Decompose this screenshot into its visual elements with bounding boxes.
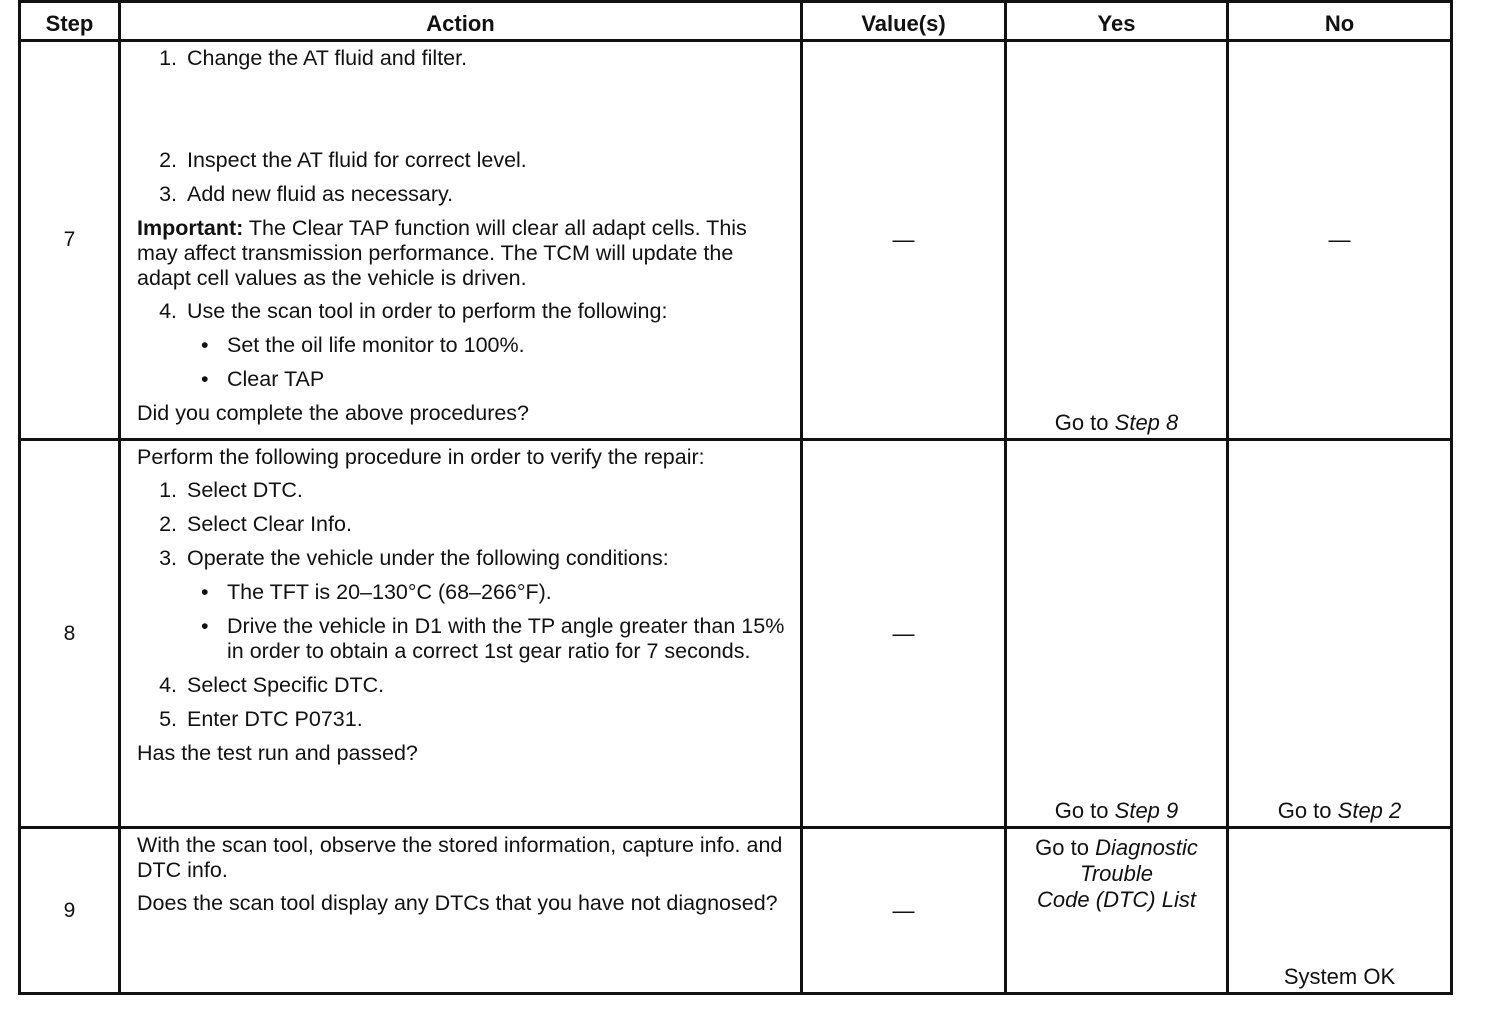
header-no: No (1228, 2, 1452, 41)
list-item: 4. Select Specific DTC. (159, 673, 385, 697)
no-cell: — (1228, 41, 1452, 440)
table-row-step-8 (20, 440, 1452, 828)
list-item: 5. Enter DTC P0731. (159, 707, 363, 731)
question: Does the scan tool display any DTCs that you have not diagnosed? (137, 891, 778, 915)
yes-cell: Go to Diagnostic Trouble Code (DTC) List (1006, 828, 1228, 994)
header-values: Value(s) (802, 2, 1006, 41)
list-item: 1. Change the AT fluid and filter. (159, 46, 468, 70)
yes-cell: Go to Step 9 (1006, 440, 1228, 828)
important-note: Important: The Clear TAP function will clear all adapt cells. This may affect transmission performance. The TCM will update the adapt cell values as the vehicle is driven. (137, 216, 747, 290)
bullet-item: • Set the oil life monitor to 100%. (201, 333, 525, 357)
header-action: Action (120, 2, 802, 41)
step-link[interactable]: Step 8 (1114, 410, 1179, 435)
step-link[interactable]: Step 2 (1337, 798, 1402, 823)
step-number: 8 (20, 440, 120, 828)
header-row (20, 2, 1452, 41)
instruction-text: With the scan tool, observe the stored information, capture info. and DTC info. (137, 833, 783, 882)
dtc-list-link[interactable]: Diagnostic (1095, 835, 1198, 860)
value-cell: — (802, 41, 1006, 440)
no-cell (1228, 828, 1452, 994)
value-cell: — (802, 828, 1006, 994)
list-item: 3. Add new fluid as necessary. (159, 182, 454, 206)
question: Did you complete the above procedures? (137, 401, 530, 425)
action-cell (120, 41, 802, 440)
header-yes: Yes (1006, 2, 1228, 41)
intro-text: Perform the following procedure in order to verify the repair: (137, 445, 705, 469)
step-number: 9 (20, 828, 120, 994)
list-item: 3. Operate the vehicle under the following conditions: (159, 546, 669, 570)
table-row-step-9 (20, 828, 1452, 994)
diagnostic-table-page (18, 0, 1450, 989)
list-item: 1. Select DTC. (159, 478, 303, 502)
action-cell (120, 440, 802, 828)
list-item: 2. Select Clear Info. (159, 512, 352, 536)
bullet-item: • The TFT is 20–130°C (68–266°F). (201, 580, 552, 604)
value-cell: — (802, 440, 1006, 828)
header-step: Step (20, 2, 120, 41)
list-item: 2. Inspect the AT fluid for correct level. (159, 148, 527, 172)
step-number: 7 (20, 41, 120, 440)
bullet-item: • Drive the vehicle in D1 with the TP angle greater than 15% in order to obtain a correct 1st gear ratio for 7 seconds. (201, 614, 785, 663)
no-cell: Go to Step 2 (1228, 440, 1452, 828)
bullet-item: • Clear TAP (201, 367, 325, 391)
table-row-step-7 (20, 41, 1452, 440)
action-cell (120, 828, 802, 994)
diagnostic-table (18, 0, 1453, 995)
step-link[interactable]: Step 9 (1114, 798, 1179, 823)
system-ok-text: System OK (1283, 964, 1396, 989)
list-item: 4. Use the scan tool in order to perform the following: (159, 299, 668, 323)
question: Has the test run and passed? (137, 741, 418, 765)
yes-cell: Go to Step 8 (1006, 41, 1228, 440)
